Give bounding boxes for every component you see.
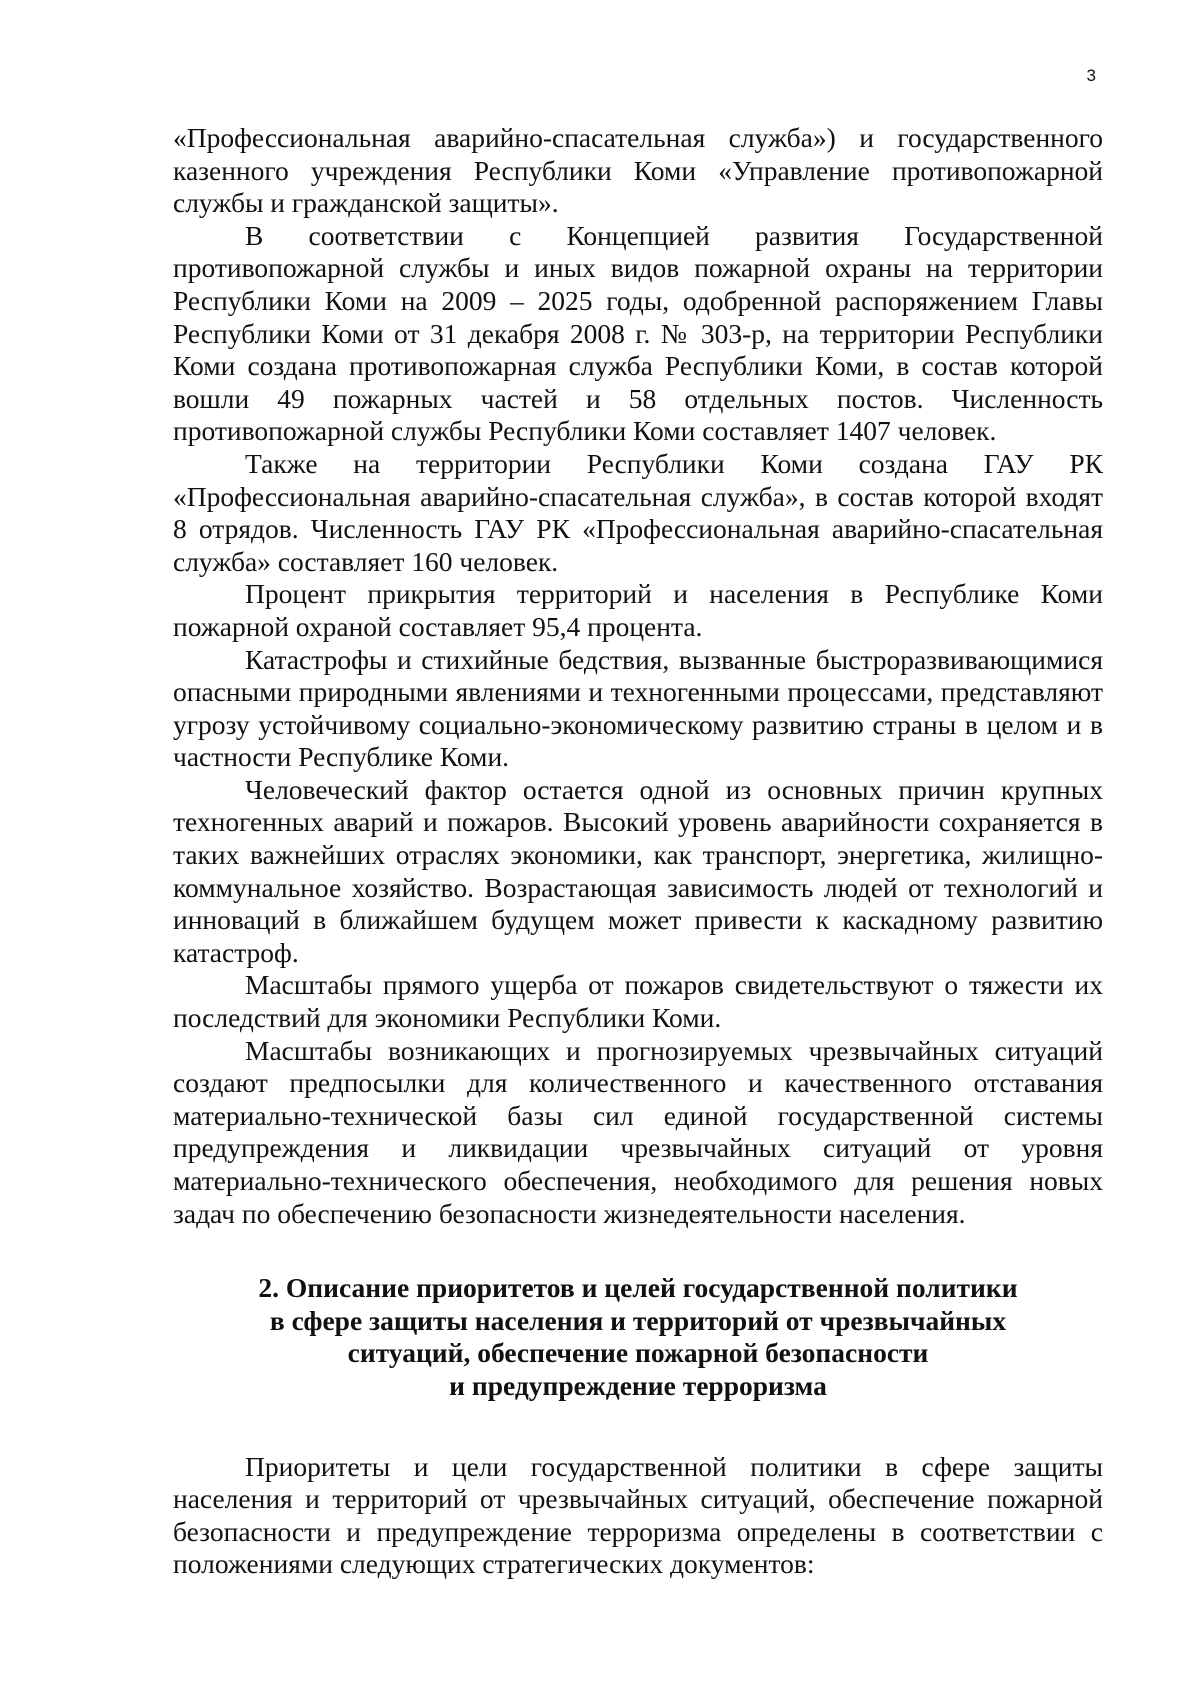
section-heading-line: ситуаций, обеспечение пожарной безопасности (347, 1337, 929, 1369)
paragraph-continuation: «Профессиональная аварийно-спасательная служба») и государственного казенного учреждения Республики Коми «Управление противопожарной службы и гражданской защиты». (173, 122, 1103, 219)
paragraph-emergencies: Масштабы возникающих и прогнозируемых чрезвычайных ситуаций создают предпосылки для количественного и качественного отставания материально-технической базы сил единой государственной системы предупреждения и ликвидации чрезвычайных ситуаций от уровня материально-технического обеспечения, необходимого для решения новых задач по обеспечению безопасности жизнедеятельности населения. (173, 1034, 1103, 1229)
paragraph-priorities: Приоритеты и цели государственной политики в сфере защиты населения и территорий от чрезвычайных ситуаций, обеспечение пожарной безопасности и предупреждение терроризма определены в соответствии с положениями следующих стратегических документов: (173, 1450, 1103, 1580)
paragraph-concept: В соответствии с Концепцией развития Государственной противопожарной службы и иных видов пожарной охраны на территории Республики Коми на 2009 – 2025 годы, одобренной распоряжением Главы Республики Коми от 31 декабря 2008 г. № 303-р, на территории Республики Коми создана противопожарная служба Республики Коми, в состав которой вошли 49 пожарных частей и 58 отдельных постов. Численность противопожарной службы Республики Коми составляет 1407 человек. (173, 219, 1103, 447)
paragraph-human-factor: Человеческий фактор остается одной из основных причин крупных техногенных аварий и пожаров. Высокий уровень аварийности сохраняется в таких важнейших отраслях экономики, как транспорт, энергетика, жилищно-коммунальное хозяйство. Возрастающая зависимость людей от технологий и инноваций в ближайшем будущем может привести к каскадному развитию катастроф. (173, 773, 1103, 968)
document-body (173, 122, 1103, 1581)
paragraph-damage: Масштабы прямого ущерба от пожаров свидетельствуют о тяжести их последствий для экономики Республики Коми. (173, 969, 1103, 1034)
section-heading-line: 2. Описание приоритетов и целей государственной политики (258, 1272, 1018, 1304)
paragraph-disasters: Катастрофы и стихийные бедствия, вызванные быстроразвивающимися опасными природными явлениями и техногенными процессами, представляют угрозу устойчивому социально-экономическому развитию страны в целом и в частности Республике Коми. (173, 643, 1103, 773)
paragraph-rescue-service: Также на территории Республики Коми создана ГАУ РК «Профессиональная аварийно-спасательная служба», в состав которой входят 8 отрядов. Численность ГАУ РК «Профессиональная аварийно-спасательная служба» составляет 160 человек. (173, 447, 1103, 577)
paragraph-coverage: Процент прикрытия территорий и населения в Республике Коми пожарной охраной составляет 95,4 процента. (173, 578, 1103, 642)
section-heading-line: в сфере защиты населения и территорий от чрезвычайных (269, 1304, 1007, 1336)
section-heading (173, 1272, 1103, 1402)
section-heading-line: и предупреждение терроризма (449, 1369, 827, 1401)
page-number: 3 (1086, 66, 1096, 85)
